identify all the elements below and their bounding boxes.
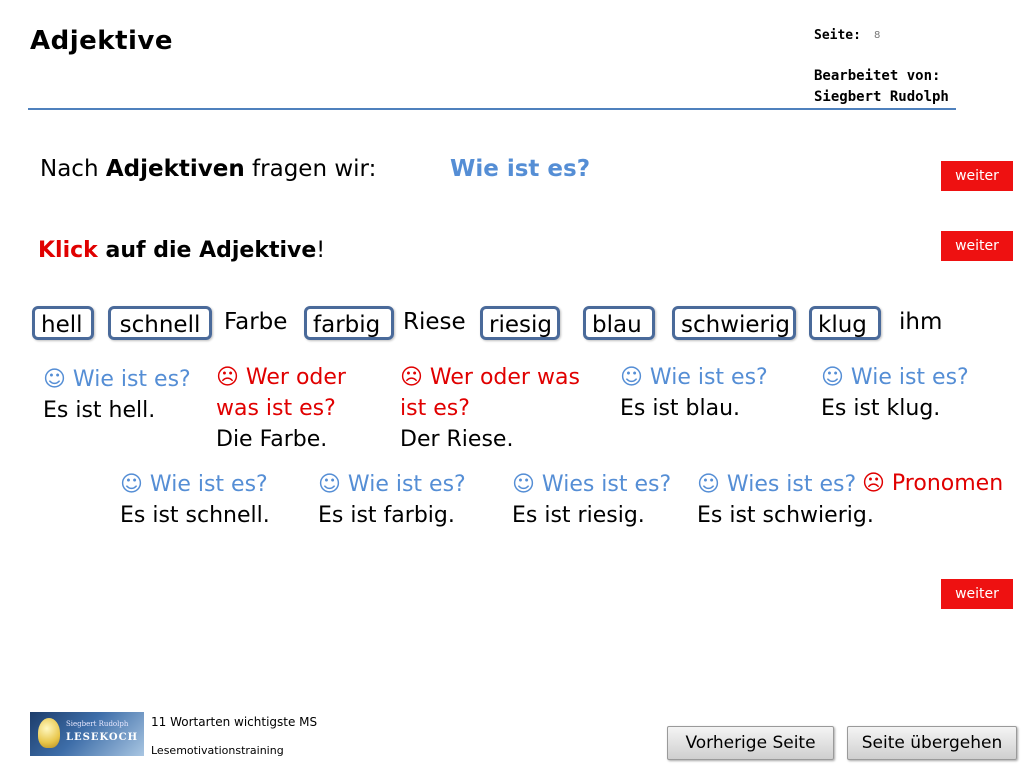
feedback-hell-question: ☺ Wie ist es? xyxy=(43,367,191,392)
feedback-schnell-question: ☺ Wie ist es? xyxy=(120,472,268,497)
frown-icon: ☹ xyxy=(862,471,885,496)
lightbulb-icon xyxy=(38,718,60,748)
footer-title: 11 Wortarten wichtigste MS xyxy=(151,715,318,729)
edited-by-label: Bearbeitet von: xyxy=(814,68,941,84)
author-info xyxy=(814,66,949,108)
word-ihm[interactable]: ihm xyxy=(899,309,943,335)
feedback-farbe-question-2: was ist es? xyxy=(216,396,336,421)
smiley-icon: ☺ xyxy=(620,365,643,390)
word-chip-farbig[interactable]: farbig xyxy=(304,306,394,340)
feedback-farbig-question: ☺ Wie ist es? xyxy=(318,472,466,497)
feedback-hell xyxy=(43,364,191,426)
page-label: Seite: xyxy=(814,28,861,43)
smiley-icon: ☺ xyxy=(120,472,143,497)
instruction-end: ! xyxy=(316,238,326,263)
word-farbe[interactable]: Farbe xyxy=(224,309,288,335)
feedback-farbe-answer: Die Farbe. xyxy=(216,427,328,452)
feedback-riese-question-1: ☹ Wer oder was xyxy=(400,365,580,390)
instruction-rest: auf die Adjektive xyxy=(97,238,317,263)
feedback-blau xyxy=(620,362,768,424)
feedback-riesig-question: ☺ Wies ist es? xyxy=(512,472,672,497)
smiley-icon: ☺ xyxy=(821,365,844,390)
smiley-icon: ☺ xyxy=(43,367,66,392)
question-answer: Wie ist es? xyxy=(450,156,591,182)
feedback-blau-answer: Es ist blau. xyxy=(620,396,741,421)
feedback-farbig xyxy=(318,469,466,531)
logo-author: Siegbert Rudolph xyxy=(66,720,129,728)
feedback-riesig xyxy=(512,469,671,531)
feedback-schwierig-answer: Es ist schwierig. xyxy=(697,503,874,528)
smiley-icon: ☺ xyxy=(697,472,720,497)
feedback-ihm xyxy=(862,468,1003,499)
skip-page-button[interactable]: Seite übergehen xyxy=(847,726,1017,760)
instruction-red: Klick xyxy=(38,238,98,263)
feedback-schnell-answer: Es ist schnell. xyxy=(120,503,270,528)
feedback-schwierig-question: ☺ Wies ist es? xyxy=(697,472,857,497)
frown-icon: ☹ xyxy=(216,365,239,390)
footer-subtitle: Lesemotivationstraining xyxy=(151,744,284,757)
feedback-blau-question: ☺ Wie ist es? xyxy=(620,365,768,390)
word-chip-blau[interactable]: blau xyxy=(583,306,655,340)
feedback-riese-question-2: ist es? xyxy=(400,396,470,421)
frown-icon: ☹ xyxy=(400,365,423,390)
feedback-ihm-label: Pronomen xyxy=(884,471,1004,496)
word-chip-schnell[interactable]: schnell xyxy=(108,306,212,340)
word-chip-riesig[interactable]: riesig xyxy=(480,306,560,340)
edited-by-name: Siegbert Rudolph xyxy=(814,89,949,105)
smiley-icon: ☺ xyxy=(512,472,535,497)
logo-brand: LESEKOCH xyxy=(66,732,139,743)
word-chip-klug[interactable]: klug xyxy=(809,306,881,340)
lesekoch-logo xyxy=(30,712,144,756)
feedback-klug xyxy=(821,362,969,424)
question-suffix: fragen wir: xyxy=(244,156,377,182)
instruction-text xyxy=(38,238,325,263)
weiter-button-2[interactable]: weiter xyxy=(941,231,1013,261)
smiley-icon: ☺ xyxy=(318,472,341,497)
feedback-schnell xyxy=(120,469,270,531)
page-title: Adjektive xyxy=(30,26,173,56)
feedback-farbig-answer: Es ist farbig. xyxy=(318,503,455,528)
question-prefix: Nach xyxy=(40,156,106,182)
feedback-riesig-answer: Es ist riesig. xyxy=(512,503,645,528)
feedback-farbe xyxy=(216,362,346,455)
previous-page-button[interactable]: Vorherige Seite xyxy=(667,726,834,760)
feedback-farbe-question-1: ☹ Wer oder xyxy=(216,365,346,390)
question-text xyxy=(40,156,376,182)
feedback-klug-question: ☺ Wie ist es? xyxy=(821,365,969,390)
feedback-schwierig xyxy=(697,469,874,531)
feedback-klug-answer: Es ist klug. xyxy=(821,396,941,421)
weiter-button-1[interactable]: weiter xyxy=(941,161,1013,191)
page-number: 8 xyxy=(874,30,881,41)
word-chip-hell[interactable]: hell xyxy=(32,306,94,340)
weiter-button-3[interactable]: weiter xyxy=(941,579,1013,609)
word-chip-schwierig[interactable]: schwierig xyxy=(672,306,796,340)
header-divider xyxy=(28,108,956,110)
feedback-riese-answer: Der Riese. xyxy=(400,427,514,452)
question-bold: Adjektiven xyxy=(105,156,245,182)
feedback-hell-answer: Es ist hell. xyxy=(43,398,156,423)
feedback-riese xyxy=(400,362,580,455)
word-riese[interactable]: Riese xyxy=(403,309,466,335)
